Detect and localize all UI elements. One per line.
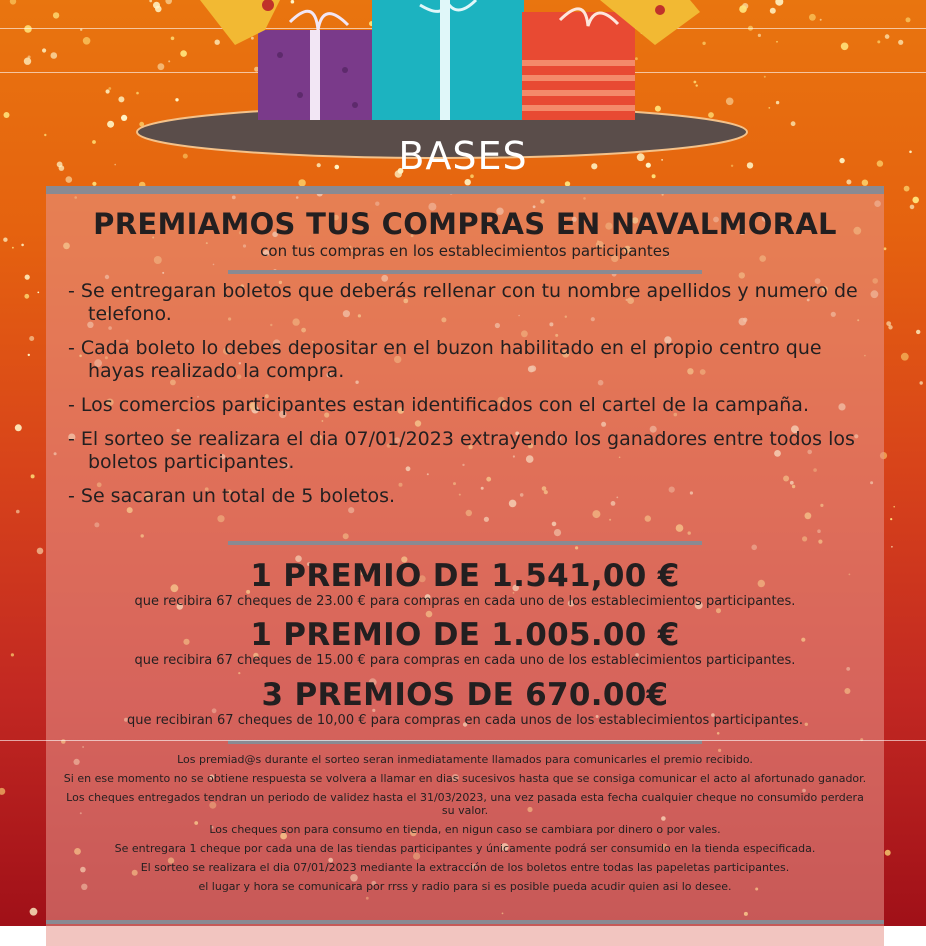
sparkle-dot: [24, 294, 29, 299]
separator: [228, 541, 702, 545]
separator: [46, 920, 884, 924]
rule-item: - El sorteo se realizara el dia 07/01/2023 extrayendo los ganadores entre todos los boletos participantes.: [68, 428, 855, 473]
fine-print-line: Los cheques entregados tendran un periodo de validez hasta el 31/03/2023, una vez pasada esta fecha cualquier cheque no consumido perdera su valor.: [66, 791, 864, 817]
rule-item: - Los comercios participantes estan identificados con el cartel de la campaña.: [68, 394, 809, 416]
sparkle-dot: [16, 510, 20, 514]
sparkle-dot: [912, 197, 919, 204]
sparkle-dot: [910, 205, 915, 210]
sparkle-dot: [25, 275, 30, 280]
sparkle-dot: [846, 180, 851, 185]
sparkle-dot: [916, 330, 920, 334]
sparkle-dot: [862, 180, 868, 186]
sparkle-dot: [31, 474, 35, 478]
gift-icon-teal: [372, 0, 524, 120]
rule-item: - Se sacaran un total de 5 boletos.: [68, 485, 396, 507]
subheadline: con tus compras en los establecimientos participantes: [260, 242, 670, 260]
prize-title: 1 PREMIO DE 1.541,00 €: [250, 558, 680, 594]
prize-block: [46, 558, 884, 610]
sparkle-dot: [920, 381, 923, 384]
sparkle-dot: [3, 238, 7, 242]
fine-print-line: Se entregara 1 cheque por cada una de las tiendas participantes y únicamente podrá ser consumido en la tienda especificada.: [114, 842, 816, 855]
sparkle-dot: [37, 292, 39, 294]
prize-detail: que recibira 67 cheques de 23.00 € para compras en cada uno de los establecimientos participantes.: [134, 594, 796, 609]
rule-item: - Cada boleto lo debes depositar en el buzon habilitado en el propio centro que hayas realizado la compra.: [68, 337, 822, 382]
fine-print-line: Si en ese momento no se obtiene respuesta se volvera a llamar en dias sucesivos hasta que se consiga comunicar el acto al afortunado ganador.: [63, 772, 867, 785]
prize-block: [46, 617, 884, 669]
fine-print-line: El sorteo se realizara el dia 07/01/2023 mediante la extracción de los boletos entre todas las papeletas participantes.: [140, 861, 790, 874]
prize-title: 1 PREMIO DE 1.005.00 €: [250, 617, 680, 653]
sparkle-dot: [893, 506, 895, 508]
fine-print: [60, 753, 870, 899]
headline: PREMIAMOS TUS COMPRAS EN NAVALMORAL: [93, 207, 837, 241]
sparkle-dot: [15, 424, 22, 431]
page-title: BASES: [398, 134, 528, 178]
sparkle-dot: [465, 179, 471, 185]
panel-top-bar: [46, 186, 884, 194]
sparkle-dot: [37, 548, 44, 555]
fine-print-line: Los premiad@s durante el sorteo seran inmediatamente llamados para comunicarles el premio recibido.: [177, 753, 753, 766]
divider: [0, 740, 926, 741]
gift-icon-purple: [258, 11, 373, 120]
fine-print-line: Los cheques son para consumo en tienda, en nigun caso se cambiara por dinero o por vales.: [209, 823, 721, 836]
prize-block: [46, 677, 884, 729]
sparkle-dot: [885, 850, 891, 856]
sparkle-dot: [0, 788, 5, 795]
sparkle-dot: [30, 908, 38, 916]
prize-detail: que recibira 67 cheques de 15.00 € para compras en cada uno de los establecimientos participantes.: [134, 653, 796, 668]
sparkle-dot: [29, 336, 34, 341]
sparkle-dot: [28, 354, 30, 356]
separator: [228, 270, 702, 274]
rules-list: [68, 280, 868, 519]
sparkle-dot: [891, 546, 893, 548]
sparkle-dot: [901, 353, 909, 361]
sparkle-dot: [11, 653, 14, 656]
prize-detail: que recibiran 67 cheques de 10,00 € para compras en cada unos de los establecimientos participantes.: [127, 713, 803, 728]
sparkle-dot: [890, 518, 892, 520]
sparkle-dot: [21, 244, 24, 247]
sparkle-dot: [904, 186, 910, 192]
rule-item: - Se entregaran boletos que deberás rellenar con tu nombre apellidos y numero de telefono.: [68, 280, 858, 325]
sparkle-dot: [12, 247, 14, 249]
sparkle-dot: [886, 321, 891, 326]
prize-title: 3 PREMIOS DE 670.00€: [261, 677, 669, 713]
gift-icon-red: [522, 9, 635, 120]
fine-print-line: el lugar y hora se comunicara por rrss y radio para si es posible pueda acudir quien asi lo desee.: [198, 880, 732, 893]
sparkle-dot: [884, 247, 887, 250]
